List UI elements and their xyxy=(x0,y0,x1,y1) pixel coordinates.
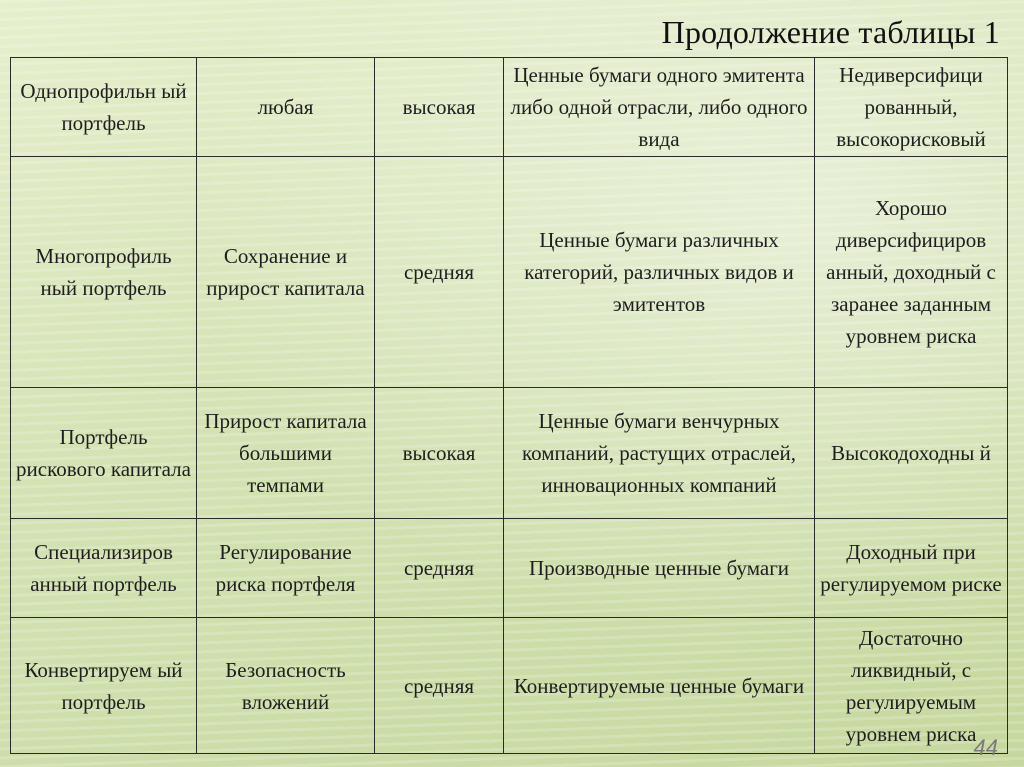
table-row xyxy=(11,157,1008,388)
portfolio-type-cell: Специализиров анный портфель xyxy=(11,519,197,618)
portfolio-goal-cell: Регулирование риска портфеля xyxy=(197,519,375,618)
portfolio-risk-cell: средняя xyxy=(375,519,504,618)
portfolio-risk-cell: высокая xyxy=(375,58,504,157)
page-number: 44 xyxy=(973,735,998,760)
portfolio-risk-cell: высокая xyxy=(375,388,504,519)
portfolio-characteristic-cell: Высокодоходны й xyxy=(815,388,1008,519)
portfolio-securities-cell: Ценные бумаги различных категорий, различных видов и эмитентов xyxy=(504,157,815,388)
portfolio-type-cell: Конвертируем ый портфель xyxy=(11,618,197,754)
portfolio-securities-cell: Производные ценные бумаги xyxy=(504,519,815,618)
portfolio-characteristic-cell: Доходный при регулируемом риске xyxy=(815,519,1008,618)
portfolio-securities-cell: Конвертируемые ценные бумаги xyxy=(504,618,815,754)
portfolio-goal-cell: Безопасность вложений xyxy=(197,618,375,754)
portfolio-characteristic-cell: Достаточно ликвидный, с регулируемым уровнем риска xyxy=(815,618,1008,754)
portfolio-characteristic-cell: Хорошо диверсифициров анный, доходный с заранее заданным уровнем риска xyxy=(815,157,1008,388)
portfolio-characteristic-cell: Недиверсифици рованный, высокорисковый xyxy=(815,58,1008,157)
portfolio-type-cell: Портфель рискового капитала xyxy=(11,388,197,519)
portfolio-risk-cell: средняя xyxy=(375,618,504,754)
portfolio-risk-cell: средняя xyxy=(375,157,504,388)
portfolio-type-cell: Многопрофиль ный портфель xyxy=(11,157,197,388)
table-row xyxy=(11,519,1008,618)
portfolio-type-cell: Однопрофильн ый портфель xyxy=(11,58,197,157)
portfolio-types-table xyxy=(10,57,1008,754)
slide-title: Продолжение таблицы 1 xyxy=(661,14,1000,50)
table-row xyxy=(11,58,1008,157)
portfolio-goal-cell: любая xyxy=(197,58,375,157)
table-row xyxy=(11,388,1008,519)
table-row xyxy=(11,618,1008,754)
portfolio-securities-cell: Ценные бумаги одного эмитента либо одной отрасли, либо одного вида xyxy=(504,58,815,157)
portfolio-goal-cell: Сохранение и прирост капитала xyxy=(197,157,375,388)
portfolio-goal-cell: Прирост капитала большими темпами xyxy=(197,388,375,519)
portfolio-securities-cell: Ценные бумаги венчурных компаний, растущих отраслей, инновационных компаний xyxy=(504,388,815,519)
